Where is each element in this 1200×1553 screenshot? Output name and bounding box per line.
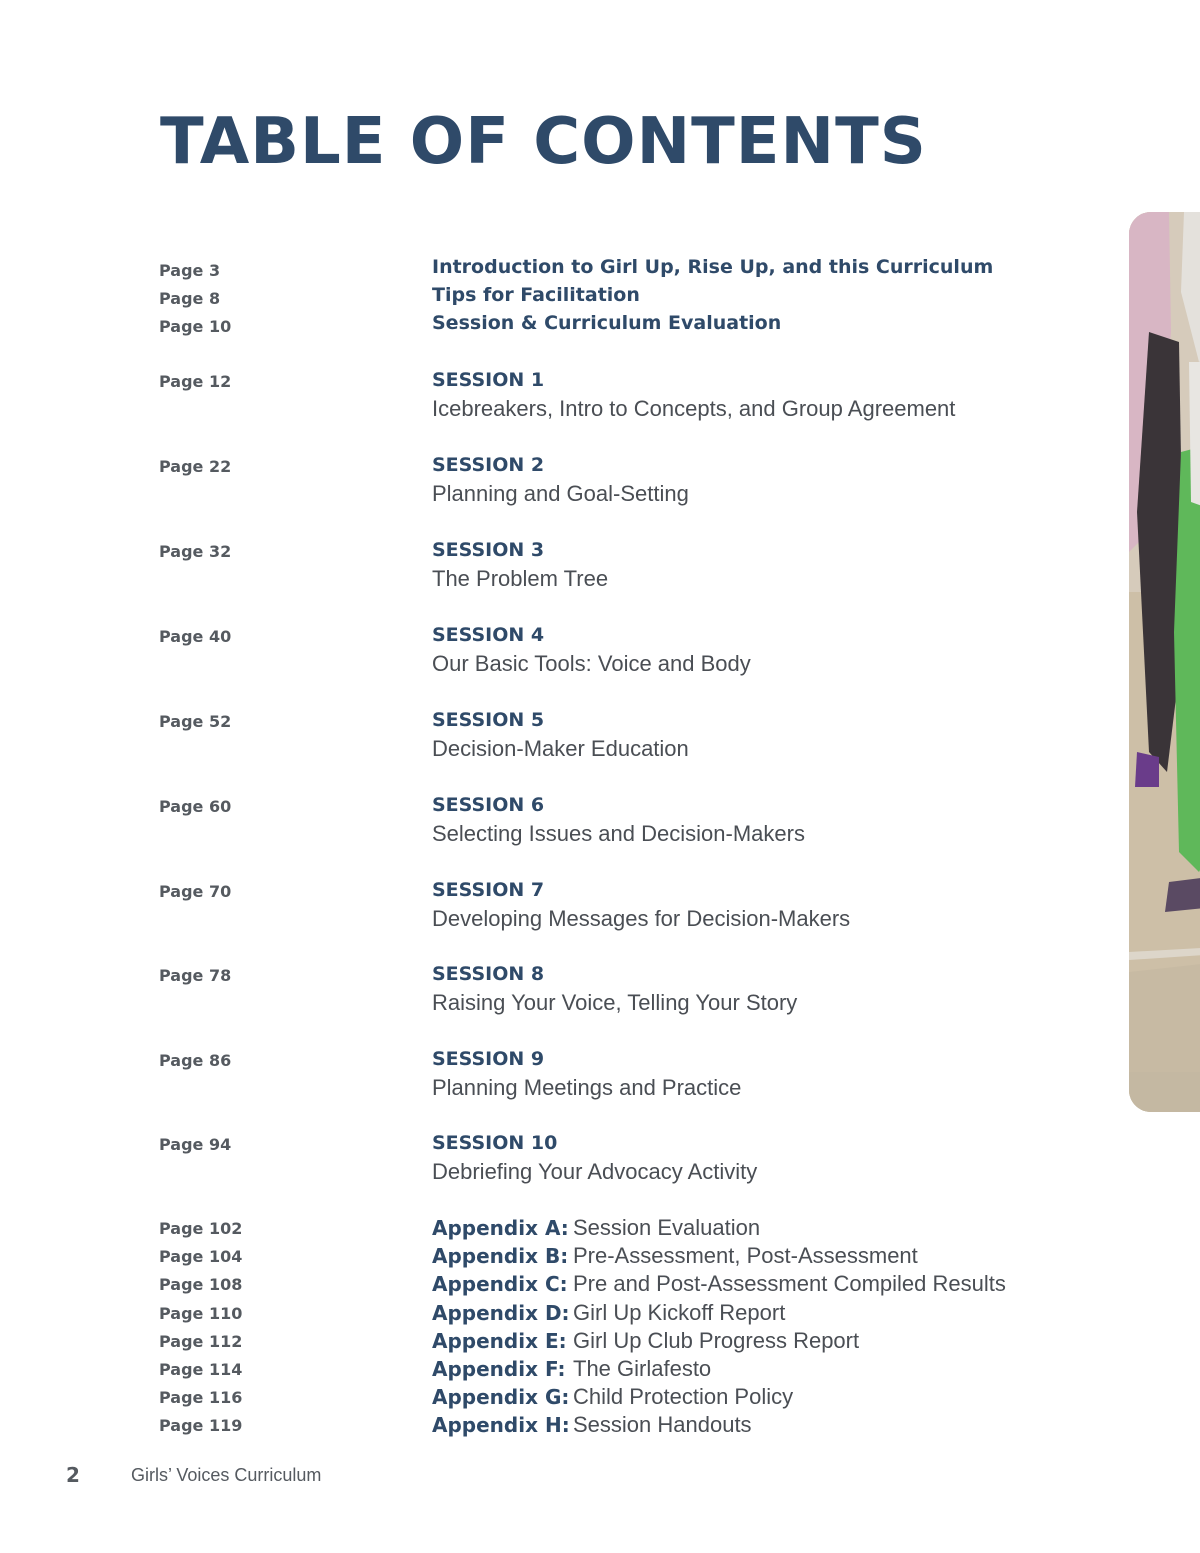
appendix-label: Appendix C: (432, 1272, 568, 1296)
session-subtitle: The Problem Tree (432, 566, 609, 591)
session-subtitle: Decision-Maker Education (432, 736, 689, 761)
appendix-entry[interactable] (432, 1300, 785, 1326)
appendix-label: Appendix D: (432, 1301, 570, 1325)
appendix-description: The Girlafesto (573, 1356, 712, 1381)
session-subtitle: Raising Your Voice, Telling Your Story (432, 990, 798, 1015)
session-page-number: Page 40 (159, 627, 232, 646)
appendix-page-number: Page 104 (159, 1247, 243, 1266)
appendix-entry[interactable] (432, 1243, 918, 1269)
appendix-label: Appendix G: (432, 1385, 570, 1409)
appendix-page-number: Page 112 (159, 1332, 243, 1351)
session-page-number: Page 52 (159, 712, 232, 731)
session-title[interactable]: SESSION 1 (432, 369, 545, 391)
session-title[interactable]: SESSION 4 (432, 624, 545, 646)
session-page-number: Page 94 (159, 1135, 232, 1154)
appendix-page-number: Page 102 (159, 1219, 243, 1238)
appendix-description: Girl Up Club Progress Report (573, 1328, 860, 1353)
session-subtitle: Planning Meetings and Practice (432, 1075, 742, 1100)
appendix-label: Appendix A: (432, 1216, 569, 1240)
appendix-page-number: Page 110 (159, 1304, 243, 1323)
session-page-number: Page 60 (159, 797, 232, 816)
session-title[interactable]: SESSION 3 (432, 539, 545, 561)
appendix-page-number: Page 114 (159, 1360, 243, 1379)
session-subtitle: Debriefing Your Advocacy Activity (432, 1159, 758, 1184)
intro-title[interactable]: Session & Curriculum Evaluation (432, 312, 782, 334)
photo-illustration (1129, 212, 1200, 1112)
cover-photo (1129, 212, 1200, 1112)
session-page-number: Page 22 (159, 457, 232, 476)
appendix-page-number: Page 116 (159, 1388, 243, 1407)
session-page-number: Page 32 (159, 542, 232, 561)
appendix-description: Pre-Assessment, Post-Assessment (573, 1243, 918, 1268)
footer-title: Girls’ Voices Curriculum (131, 1465, 322, 1485)
appendix-label: Appendix B: (432, 1244, 569, 1268)
session-subtitle: Selecting Issues and Decision-Makers (432, 821, 805, 846)
intro-page-number: Page 8 (159, 289, 221, 308)
session-subtitle: Developing Messages for Decision-Makers (432, 906, 851, 931)
session-page-number: Page 86 (159, 1051, 232, 1070)
appendix-description: Girl Up Kickoff Report (573, 1300, 786, 1325)
appendix-description: Session Handouts (573, 1412, 752, 1437)
appendix-entry[interactable] (432, 1271, 1006, 1297)
appendix-label: Appendix H: (432, 1413, 570, 1437)
appendix-entry[interactable] (432, 1328, 859, 1354)
session-page-number: Page 12 (159, 372, 232, 391)
appendix-label: Appendix F: (432, 1357, 566, 1381)
appendix-description: Session Evaluation (573, 1215, 761, 1240)
intro-title[interactable]: Tips for Facilitation (432, 284, 640, 306)
session-title[interactable]: SESSION 6 (432, 794, 545, 816)
appendix-page-number: Page 119 (159, 1416, 243, 1435)
appendix-entry[interactable] (432, 1215, 760, 1241)
appendix-page-number: Page 108 (159, 1275, 243, 1294)
session-subtitle: Planning and Goal-Setting (432, 481, 689, 506)
session-subtitle: Icebreakers, Intro to Concepts, and Group Agreement (432, 396, 956, 421)
intro-page-number: Page 3 (159, 261, 221, 280)
intro-page-number: Page 10 (159, 317, 232, 336)
intro-title[interactable]: Introduction to Girl Up, Rise Up, and this Curriculum (432, 256, 994, 278)
session-title[interactable]: SESSION 2 (432, 454, 545, 476)
session-title[interactable]: SESSION 7 (432, 879, 545, 901)
session-page-number: Page 78 (159, 966, 232, 985)
session-title[interactable]: SESSION 9 (432, 1048, 545, 1070)
session-title[interactable]: SESSION 5 (432, 709, 545, 731)
appendix-description: Child Protection Policy (573, 1384, 794, 1409)
appendix-entry[interactable] (432, 1356, 711, 1382)
appendix-entry[interactable] (432, 1384, 793, 1410)
appendix-entry[interactable] (432, 1412, 752, 1438)
appendix-label: Appendix E: (432, 1329, 567, 1353)
page-title: TABLE OF CONTENTS (160, 105, 927, 179)
session-subtitle: Our Basic Tools: Voice and Body (432, 651, 751, 676)
session-title[interactable]: SESSION 8 (432, 963, 545, 985)
session-page-number: Page 70 (159, 882, 232, 901)
page-number: 2 (66, 1463, 80, 1487)
session-title[interactable]: SESSION 10 (432, 1132, 558, 1154)
appendix-description: Pre and Post-Assessment Compiled Results (573, 1271, 1006, 1296)
